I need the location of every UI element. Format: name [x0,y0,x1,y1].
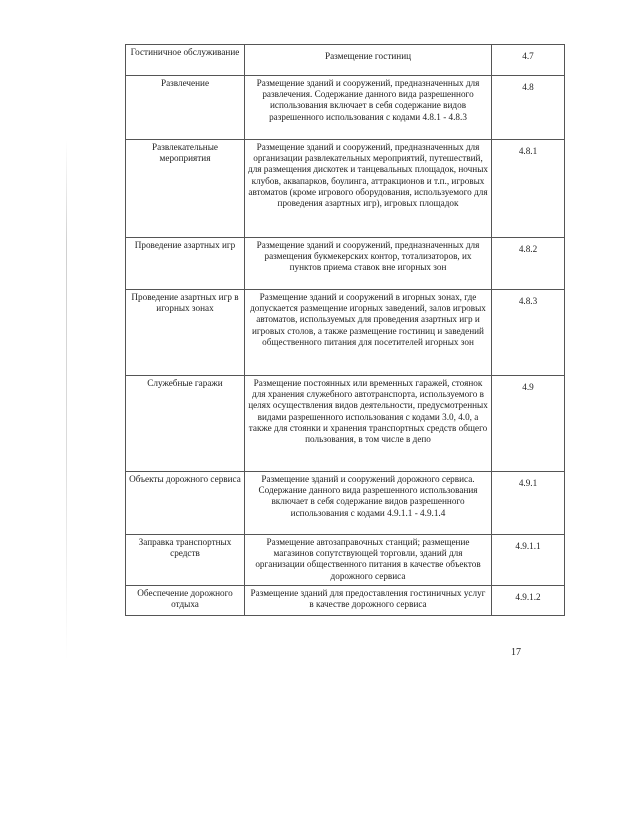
page-number: 17 [511,647,521,658]
cell-code: 4.7 [492,45,565,76]
cell-description: Размещение зданий и сооружений, предназначенных для размещения букмекерских контор, тотализаторов, их пунктов приема ставок вне игорных зон [245,238,492,290]
table-row [126,376,565,472]
cell-name: Объекты дорожного сервиса [126,472,245,535]
table-row [126,238,565,290]
cell-description: Размещение зданий и сооружений, предназначенных для развлечения. Содержание данного вида разрешенного использования включает в себя содержание видов разрешенного использования с кодами 4.8.1 - 4.8.3 [245,76,492,140]
land-use-table [125,44,565,616]
cell-description: Размещение зданий и сооружений, предназначенных для организации развлекательных мероприятий, путешествий, для размещения дискотек и танцевальных площадок, ночных клубов, аквапарков, боулинга, аттракционов и т.п., игровых автоматов (кроме игрового оборудования, используемого для проведения азартных игр), игровых площадок [245,140,492,238]
cell-code: 4.8.3 [492,290,565,376]
cell-description: Размещение гостиниц [245,45,492,76]
document-page [125,44,543,616]
cell-description: Размещение зданий и сооружений дорожного сервиса. Содержание данного вида разрешенного использования включает в себя содержание видов разрешенного использования с кодами 4.9.1.1 - 4.9.1.4 [245,472,492,535]
cell-code: 4.8.2 [492,238,565,290]
cell-description: Размещение постоянных или временных гаражей, стоянок для хранения служебного автотранспорта, используемого в целях осуществления видов деятельности, предусмотренных видами разрешенного использования с кодами 3.0, 4.0, а также для стоянки и хранения транспортных средств общего пользования, в том числе в депо [245,376,492,472]
cell-name: Проведение азартных игр [126,238,245,290]
table-row [126,535,565,586]
table-row [126,76,565,140]
scan-artifact [66,140,67,660]
cell-code: 4.9 [492,376,565,472]
cell-description: Размещение зданий для предоставления гостиничных услуг в качестве дорожного сервиса [245,586,492,616]
cell-name: Развлекательные мероприятия [126,140,245,238]
table-row [126,472,565,535]
cell-name: Обеспечение дорожного отдыха [126,586,245,616]
table-row [126,290,565,376]
table-row [126,45,565,76]
cell-code: 4.9.1 [492,472,565,535]
cell-description: Размещение зданий и сооружений в игорных зонах, где допускается размещение игорных заведений, залов игровых автоматов, используемых для проведения азартных игр и игровых столов, а также размещение гостиниц и заведений общественного питания для посетителей игорных зон [245,290,492,376]
table-row [126,140,565,238]
cell-code: 4.9.1.1 [492,535,565,586]
cell-code: 4.8 [492,76,565,140]
cell-name: Развлечение [126,76,245,140]
cell-name: Заправка транспортных средств [126,535,245,586]
cell-code: 4.9.1.2 [492,586,565,616]
cell-name: Проведение азартных игр в игорных зонах [126,290,245,376]
cell-name: Служебные гаражи [126,376,245,472]
cell-description: Размещение автозаправочных станций; размещение магазинов сопутствующей торговли, зданий для организации общественного питания в качестве объектов дорожного сервиса [245,535,492,586]
cell-name: Гостиничное обслуживание [126,45,245,76]
cell-code: 4.8.1 [492,140,565,238]
table-row [126,586,565,616]
